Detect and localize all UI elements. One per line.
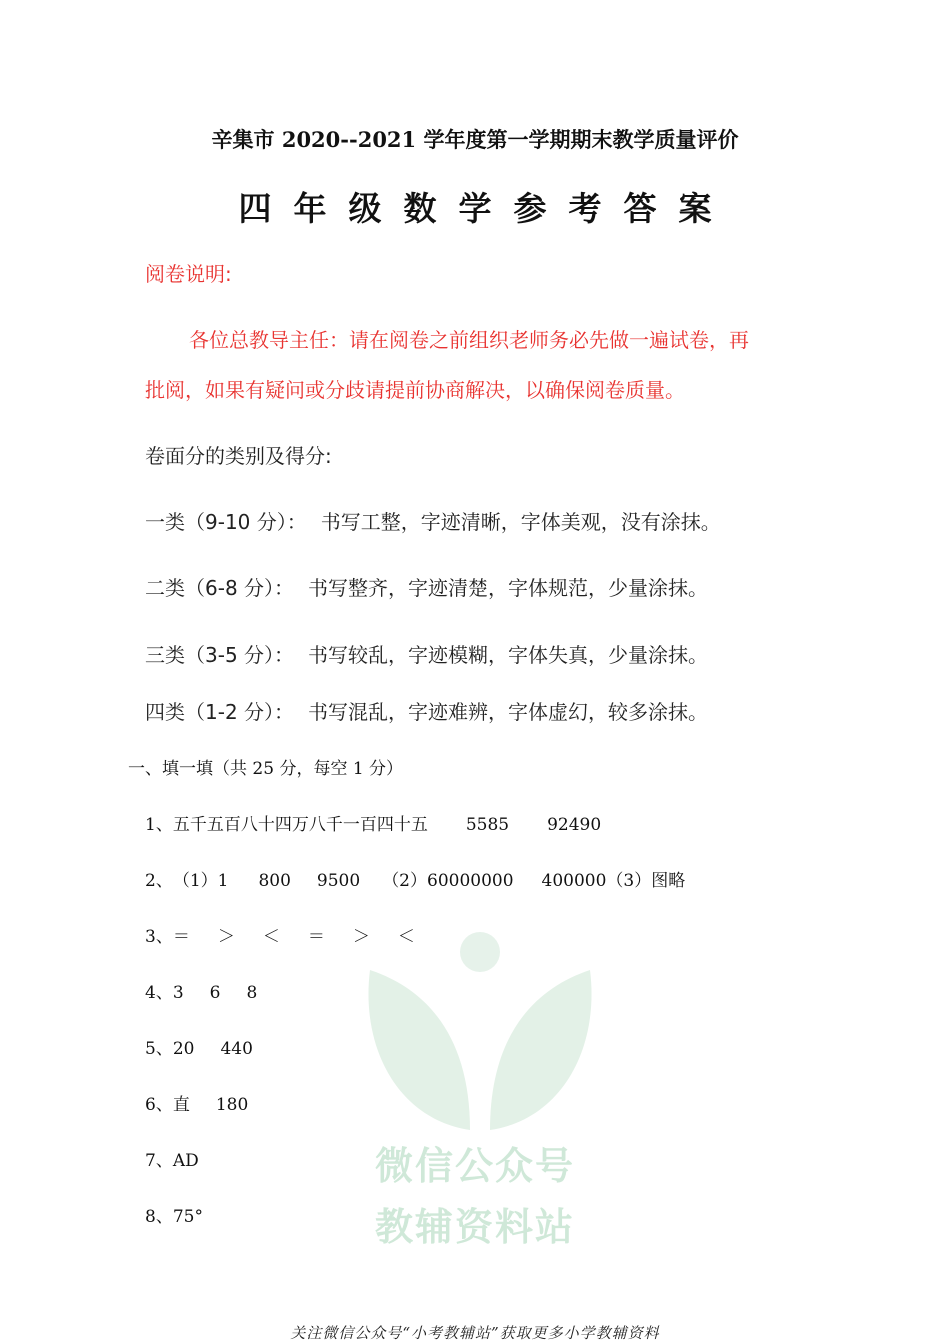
answer-number: 7、 xyxy=(145,1151,173,1171)
answer-row xyxy=(145,922,415,947)
category-desc: 书写混乱，字迹难辨，字体虚幻，较多涂抹。 xyxy=(308,700,709,724)
answer-part: 75° xyxy=(172,1207,203,1227)
category-item xyxy=(145,696,708,725)
answer-part: ＝ xyxy=(307,927,325,947)
category-item xyxy=(145,506,721,535)
answer-part: 五千五百八十四万八千一百四十五 xyxy=(172,815,428,835)
watermark-line2: 教辅资料站 xyxy=(374,1205,575,1249)
category-desc: 书写较乱，字迹模糊，字体失真，少量涂抹。 xyxy=(308,643,709,667)
answer-part: 440 xyxy=(220,1039,253,1059)
answer-number: 4、 xyxy=(145,983,173,1003)
answer-part: 3 xyxy=(172,983,184,1003)
answer-part: 800 xyxy=(258,871,291,891)
answer-row xyxy=(145,1090,248,1115)
answer-number: 2、 xyxy=(145,871,173,891)
answer-row xyxy=(145,1034,253,1059)
answer-part: AD xyxy=(172,1151,199,1171)
answer-part: 8 xyxy=(246,983,258,1003)
answer-row xyxy=(145,1202,203,1227)
answer-part: 20 xyxy=(172,1039,195,1059)
document-subtitle: 四年级数学参考答案 xyxy=(238,189,734,228)
answer-part: 9500 xyxy=(316,871,361,891)
section-heading: 一、填一填（共 25 分，每空 1 分） xyxy=(128,759,404,779)
grading-note-line2: 批阅，如果有疑问或分歧请提前协商解决，以确保阅卷质量。 xyxy=(145,378,685,402)
answer-number: 5、 xyxy=(145,1039,173,1059)
answer-number: 1、 xyxy=(145,815,173,835)
category-label: 三类（3-5 分）： xyxy=(145,643,295,667)
document-title: 辛集市 2020--2021 学年度第一学期期末教学质量评价 xyxy=(211,127,739,152)
answer-row xyxy=(145,810,601,835)
watermark-line1: 微信公众号 xyxy=(374,1144,575,1188)
grading-note-label: 阅卷说明: xyxy=(145,262,232,286)
answer-part: 5585 xyxy=(465,815,510,835)
grading-note-line1: 各位总教导主任：请在阅卷之前组织老师务必先做一遍试卷，再 xyxy=(189,328,749,352)
footer-promo: 关注微信公众号“小考教辅站”获取更多小学教辅资料 xyxy=(290,1324,660,1342)
category-item xyxy=(145,572,708,601)
answer-part: ＝ xyxy=(172,927,190,947)
category-label: 一类（9-10 分）： xyxy=(145,510,307,534)
answer-part: 92490 xyxy=(547,815,602,835)
answer-part: 6 xyxy=(209,983,221,1003)
answer-row xyxy=(145,1146,199,1171)
category-item xyxy=(145,639,708,668)
category-desc: 书写整齐，字迹清楚，字体规范，少量涂抹。 xyxy=(308,576,709,600)
answer-part: 400000（3）图略 xyxy=(541,871,686,891)
answer-part: ＜ xyxy=(397,927,415,947)
category-title: 卷面分的类别及得分: xyxy=(145,444,332,468)
answer-number: 6、 xyxy=(145,1095,173,1115)
answer-part: ＞ xyxy=(352,927,370,947)
category-label: 二类（6-8 分）： xyxy=(145,576,295,600)
answer-number: 3、 xyxy=(145,927,173,947)
answer-part: 直 xyxy=(172,1095,190,1115)
category-desc: 书写工整，字迹清晰，字体美观，没有涂抹。 xyxy=(320,510,721,534)
answer-part: 180 xyxy=(215,1095,249,1115)
answer-row xyxy=(145,978,257,1003)
answer-row xyxy=(145,866,685,891)
answer-part: （2）60000000 xyxy=(382,871,514,891)
answer-part: （1）1 xyxy=(172,871,229,891)
answer-number: 8、 xyxy=(145,1207,173,1227)
answer-part: ＞ xyxy=(217,927,235,947)
answer-part: ＜ xyxy=(262,927,280,947)
category-label: 四类（1-2 分）： xyxy=(145,700,295,724)
